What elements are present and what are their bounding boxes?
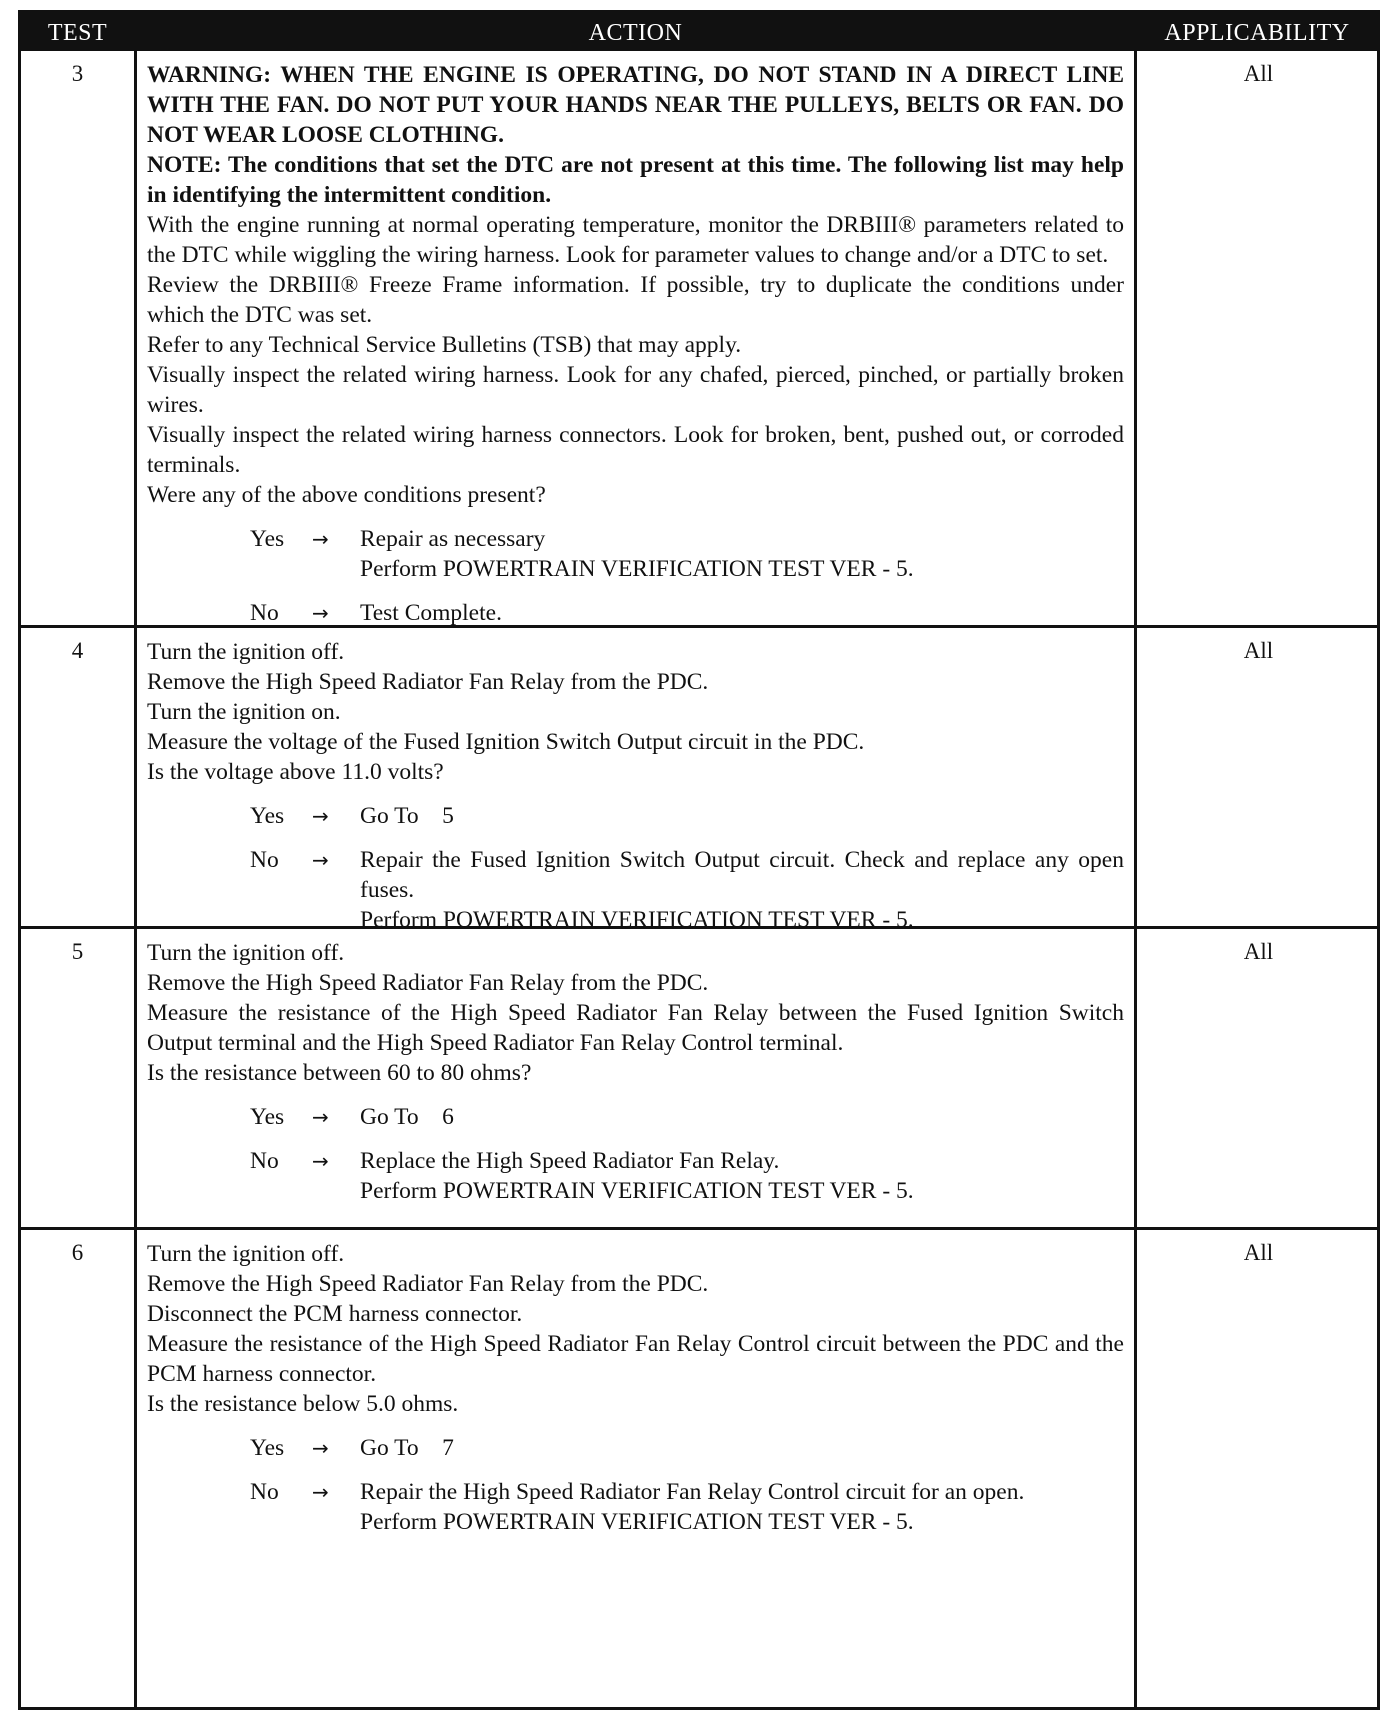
answer-result — [360, 524, 1124, 584]
answer-label: Yes — [250, 1435, 285, 1461]
header-applicability: APPLICABILITY — [1164, 20, 1350, 46]
right-arrow-icon: → — [312, 848, 329, 872]
result-line: Repair the Fused Ignition Switch Output circuit. Check and replace any open fuses. — [360, 847, 1124, 903]
result-line: Perform POWERTRAIN VERIFICATION TEST VER - 5. — [360, 1509, 914, 1535]
instruction-paragraph: Remove the High Speed Radiator Fan Relay from the PDC. — [147, 970, 709, 996]
action-content — [137, 929, 1134, 1206]
right-arrow-icon: → — [312, 527, 329, 551]
table-row — [21, 628, 1377, 933]
table-header — [21, 13, 1377, 51]
applicability-value: All — [1243, 61, 1274, 86]
result-line: Test Complete. — [360, 600, 502, 626]
bold-paragraph: NOTE: The conditions that set the DTC are not present at this time. The following list may help in identifying the intermittent condition. — [147, 152, 1124, 208]
instruction-paragraph: Is the voltage above 11.0 volts? — [147, 759, 444, 785]
applicability-value: All — [1243, 939, 1274, 964]
instruction-paragraph: With the engine running at normal operating temperature, monitor the DRBIII® parameters related to the DTC while wiggling the wiring harness. Look for parameter values to change and/or a DTC to set. — [147, 212, 1124, 268]
answer-branch — [147, 1102, 1124, 1132]
diagnostic-test-table — [18, 10, 1380, 1710]
action-content — [137, 1230, 1134, 1537]
answer-branch — [147, 1146, 1124, 1206]
result-line: Repair the High Speed Radiator Fan Relay Control circuit for an open. — [360, 1479, 1025, 1505]
answer-result — [360, 598, 1124, 628]
action-cell — [137, 1230, 1137, 1707]
action-cell — [137, 628, 1137, 933]
instruction-paragraph: Measure the voltage of the Fused Ignition Switch Output circuit in the PDC. — [147, 729, 865, 755]
test-number: 3 — [21, 51, 137, 625]
answer-branch — [147, 1477, 1124, 1537]
right-arrow-icon: → — [312, 1105, 329, 1129]
answer-label: Yes — [250, 526, 285, 552]
applicability-value: All — [1243, 638, 1274, 663]
instruction-paragraph: Turn the ignition off. — [147, 940, 345, 966]
answer-result — [360, 801, 1124, 831]
header-test: TEST — [47, 20, 108, 46]
answer-branch — [147, 1433, 1124, 1463]
instruction-paragraph: Turn the ignition off. — [147, 639, 345, 665]
result-line: Go To 7 — [360, 1435, 454, 1461]
instruction-paragraph: Refer to any Technical Service Bulletins (TSB) that may apply. — [147, 332, 742, 358]
action-cell — [137, 51, 1137, 625]
test-number: 4 — [21, 628, 137, 926]
instruction-paragraph: Visually inspect the related wiring harness. Look for any chafed, pierced, pinched, or partially broken wires. — [147, 362, 1124, 418]
test-number: 6 — [21, 1230, 137, 1707]
answer-result — [360, 1102, 1124, 1132]
header-action: ACTION — [588, 20, 683, 46]
result-line: Repair as necessary — [360, 526, 546, 552]
result-line: Go To 5 — [360, 803, 454, 829]
answer-label: No — [250, 1479, 279, 1505]
instruction-paragraph: Were any of the above conditions present? — [147, 482, 546, 508]
answer-label: No — [250, 1148, 279, 1174]
instruction-paragraph: Measure the resistance of the High Speed Radiator Fan Relay between the Fused Ignition Switch Output terminal and the High Speed Radiator Fan Relay Control terminal. — [147, 1000, 1124, 1056]
instruction-paragraph: Remove the High Speed Radiator Fan Relay from the PDC. — [147, 669, 709, 695]
action-cell — [137, 929, 1137, 1227]
right-arrow-icon: → — [312, 804, 329, 828]
answer-branch — [147, 801, 1124, 831]
answer-label: Yes — [250, 1104, 285, 1130]
table-row — [21, 51, 1377, 628]
right-arrow-icon: → — [312, 1436, 329, 1460]
instruction-paragraph: Review the DRBIII® Freeze Frame information. If possible, try to duplicate the conditions under which the DTC was set. — [147, 272, 1124, 328]
instruction-paragraph: Turn the ignition off. — [147, 1241, 345, 1267]
answer-branch — [147, 524, 1124, 584]
table-row — [21, 929, 1377, 1230]
applicability-value: All — [1243, 1240, 1274, 1265]
answer-result — [360, 1146, 1124, 1206]
instruction-paragraph: Turn the ignition on. — [147, 699, 341, 725]
answer-result — [360, 845, 1124, 935]
result-line: Replace the High Speed Radiator Fan Relay. — [360, 1148, 780, 1174]
result-line: Perform POWERTRAIN VERIFICATION TEST VER - 5. — [360, 1178, 914, 1204]
action-content — [137, 628, 1134, 935]
action-content — [137, 51, 1134, 628]
instruction-paragraph: Disconnect the PCM harness connector. — [147, 1301, 523, 1327]
right-arrow-icon: → — [312, 601, 329, 625]
answer-label: Yes — [250, 803, 285, 829]
bold-paragraph: WARNING: WHEN THE ENGINE IS OPERATING, DO NOT STAND IN A DIRECT LINE WITH THE FAN. DO NOT PUT YOUR HANDS NEAR THE PULLEYS, BELTS OR FAN. DO NOT WEAR LOOSE CLOTHING. — [147, 62, 1124, 148]
table-row — [21, 1230, 1377, 1707]
answer-label: No — [250, 600, 279, 626]
answer-label: No — [250, 847, 279, 873]
instruction-paragraph: Remove the High Speed Radiator Fan Relay from the PDC. — [147, 1271, 709, 1297]
result-line: Perform POWERTRAIN VERIFICATION TEST VER - 5. — [360, 556, 914, 582]
answer-branch — [147, 845, 1124, 935]
instruction-paragraph: Is the resistance below 5.0 ohms. — [147, 1391, 459, 1417]
test-number: 5 — [21, 929, 137, 1227]
result-line: Go To 6 — [360, 1104, 454, 1130]
instruction-paragraph: Visually inspect the related wiring harness connectors. Look for broken, bent, pushed out, or corroded terminals. — [147, 422, 1124, 478]
answer-result — [360, 1433, 1124, 1463]
instruction-paragraph: Is the resistance between 60 to 80 ohms? — [147, 1060, 532, 1086]
answer-branch — [147, 598, 1124, 628]
right-arrow-icon: → — [312, 1149, 329, 1173]
right-arrow-icon: → — [312, 1480, 329, 1504]
result-line: Perform POWERTRAIN VERIFICATION TEST VER - 5. — [360, 907, 914, 933]
answer-result — [360, 1477, 1124, 1537]
instruction-paragraph: Measure the resistance of the High Speed Radiator Fan Relay Control circuit between the PDC and the PCM harness connector. — [147, 1331, 1124, 1387]
